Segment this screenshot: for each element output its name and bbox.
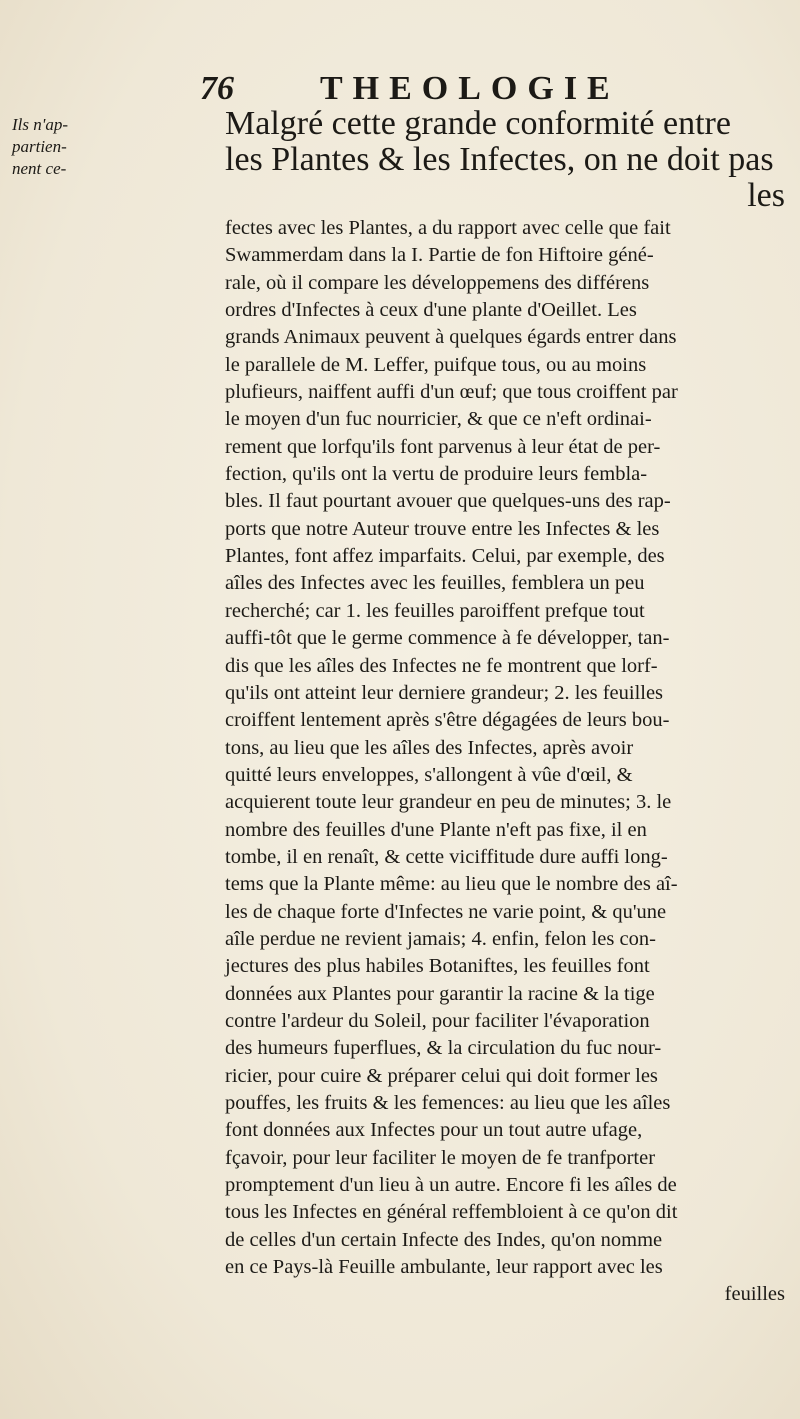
text-line: contre l'ardeur du Soleil, pour faciliter l'évaporation — [225, 1009, 650, 1032]
text-line: le moyen d'un fuc nourricier, & que ce n'eft ordinai- — [225, 408, 652, 431]
text-line: grands Animaux peuvent à quelques égards entrer dans — [225, 326, 677, 349]
text-line: nombre des feuilles d'une Plante n'eft pas fixe, il en — [225, 818, 647, 841]
margin-note-line: Ils n'ap- — [12, 115, 69, 134]
text-line: font données aux Infectes pour un tout autre ufage, — [225, 1119, 643, 1142]
text-line: quitté leurs enveloppes, s'allongent à vûe d'œil, & — [225, 763, 633, 786]
text-line: rement que lorfqu'ils font parvenus à leur état de per- — [225, 435, 661, 458]
text-line: des humeurs fuperflues, & la circulation du fuc nour- — [225, 1037, 662, 1060]
text-line: pouffes, les fruits & les femences: au lieu que les aîles — [225, 1092, 671, 1114]
text-line: en ce Pays-là Feuille ambulante, leur rapport avec les — [225, 1256, 663, 1279]
text-line: aîles des Infectes avec les feuilles, femblera un peu — [225, 572, 645, 595]
text-line: croiffent lentement après s'être dégagées de leurs bou- — [225, 709, 670, 732]
text-line: fçavoir, pour leur faciliter le moyen de fe tranfporter — [225, 1146, 656, 1169]
text-line: fectes avec les Plantes, a du rapport avec celle que fait — [225, 217, 671, 239]
text-line: ordres d'Infectes à ceux d'une plante d'Oeillet. Les — [225, 299, 637, 322]
text-line: recherché; car 1. les feuilles paroiffent prefque tout — [225, 599, 645, 622]
text-line: promptement d'un lieu à un autre. Encore fi les aîles de — [225, 1174, 677, 1197]
running-head — [200, 70, 760, 110]
margin-note-line: partien- — [12, 137, 67, 156]
text-line: auffi-tôt que le germe commence à fe développer, tan- — [225, 627, 670, 650]
text-line: de celles d'un certain Infecte des Indes, qu'on nomme — [225, 1228, 663, 1251]
text-line: tons, au lieu que les aîles des Infectes, après avoir — [225, 736, 634, 759]
text-line: jectures des plus habiles Botaniftes, les feuilles font — [225, 955, 650, 978]
text-line: acquierent toute leur grandeur en peu de minutes; 3. le — [225, 791, 672, 814]
text-line: données aux Plantes pour garantir la racine & la tige — [225, 982, 655, 1005]
running-title: THEOLOGIE — [320, 70, 620, 107]
text-line: le parallele de M. Leffer, puifque tous, ou au moins — [225, 353, 647, 376]
text-line: fection, qu'ils ont la vertu de produire leurs fembla- — [225, 463, 648, 486]
text-line: dis que les aîles des Infectes ne fe montrent que lorf- — [225, 654, 658, 677]
text-line: les de chaque forte d'Infectes ne varie point, & qu'une — [225, 900, 667, 923]
text-line: rale, où il compare les développemens des différens — [225, 271, 650, 294]
margin-note-line: nent ce- — [12, 159, 67, 178]
text-line: feuilles — [724, 1283, 785, 1306]
intro-paragraph — [225, 106, 785, 214]
text-line: tems que la Plante même: au lieu que le nombre des aî- — [225, 873, 678, 896]
text-line: aîle perdue ne revient jamais; 4. enfin, felon les con- — [225, 927, 656, 950]
intro-line: les — [747, 177, 785, 214]
text-line: ricier, pour cuire & préparer celui qui doit former les — [225, 1064, 658, 1087]
text-line: tombe, il en renaît, & cette viciffitude dure auffi long- — [225, 845, 668, 868]
margin-note — [12, 114, 102, 180]
text-line: ports que notre Auteur trouve entre les Infectes & les — [225, 517, 660, 540]
text-line: tous les Infectes en général reffembloient à ce qu'on dit — [225, 1201, 678, 1224]
text-line: qu'ils ont atteint leur derniere grandeur; 2. les feuilles — [225, 681, 664, 704]
intro-line: Malgré cette grande conformité entre — [225, 105, 731, 142]
text-line: Swammerdam dans la I. Partie de fon Hiftoire géné- — [225, 244, 654, 267]
intro-line: les Plantes & les Infectes, on ne doit pas — [225, 141, 774, 178]
text-line: Plantes, font affez imparfaits. Celui, par exemple, des — [225, 545, 665, 568]
page-number: 76 — [200, 70, 234, 107]
text-line: plufieurs, naiffent auffi d'un œuf; que tous croiffent par — [225, 381, 678, 404]
text-line: bles. Il faut pourtant avouer que quelques-uns des rap- — [225, 490, 671, 513]
footnote-text — [225, 215, 785, 1309]
